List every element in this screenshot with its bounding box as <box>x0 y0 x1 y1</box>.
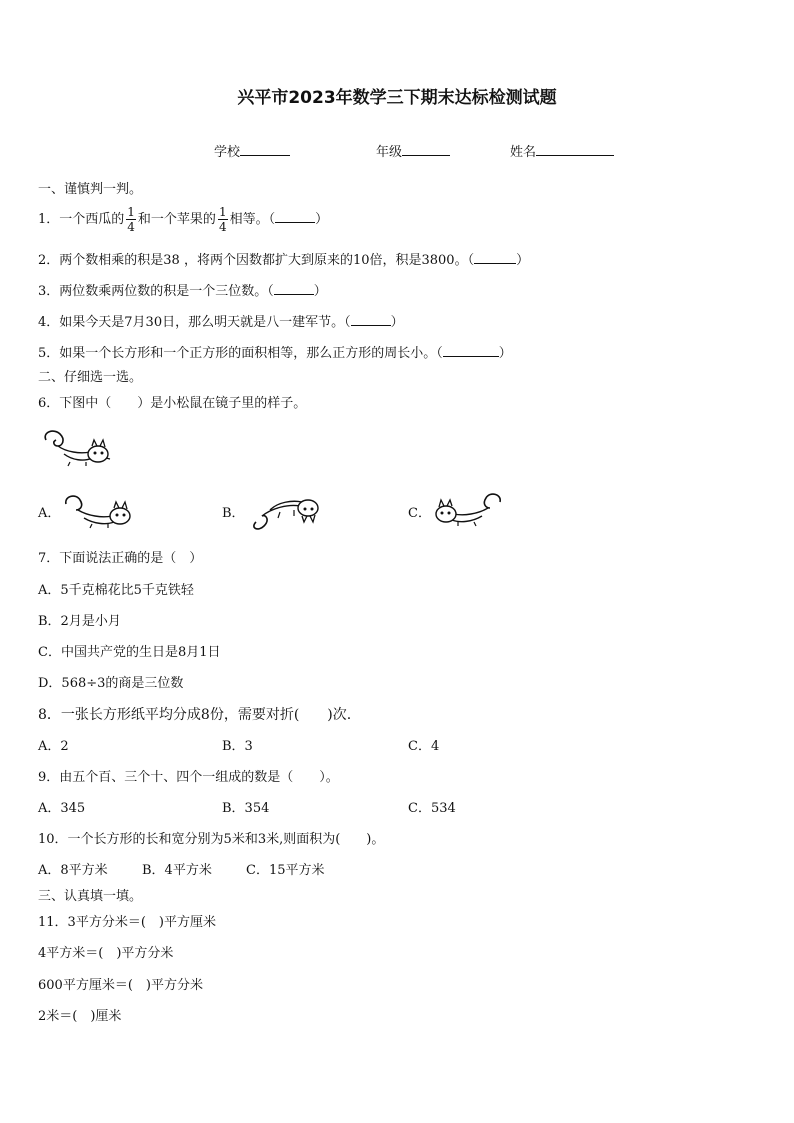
q7-option-c[interactable]: C．中国共产党的生日是8月1日 <box>38 645 221 660</box>
section-heading-1: 一、谨慎判一判。 <box>38 182 143 197</box>
q9-option-b[interactable]: B．354 <box>222 801 270 816</box>
q5-text: 5．如果一个长方形和一个正方形的面积相等，那么正方形的周长小。（ <box>38 346 443 361</box>
school-blank[interactable] <box>240 142 290 156</box>
question-5 <box>38 343 512 362</box>
question-2 <box>38 250 529 269</box>
q8-option-b[interactable]: B．3 <box>222 739 253 754</box>
name-label: 姓名 <box>510 145 537 160</box>
answer-blank-5[interactable] <box>443 343 499 357</box>
question-11-line-3: 600平方厘米＝( )平方分米 <box>38 978 203 993</box>
grade-label: 年级 <box>376 145 403 160</box>
answer-blank-1[interactable] <box>275 209 315 223</box>
grade-field <box>376 142 450 161</box>
name-field <box>510 142 614 161</box>
q7-option-b[interactable]: B．2月是小月 <box>38 614 121 629</box>
fraction-2-den: 4 <box>218 220 227 234</box>
fraction-1-den: 4 <box>127 220 135 234</box>
q3-text: 3．两位数乘两位数的积是一个三位数。（ <box>38 284 274 299</box>
fraction-1-num: 1 <box>127 205 135 219</box>
q9-option-c[interactable]: C．534 <box>408 801 456 816</box>
question-1 <box>38 204 328 236</box>
fraction-2 <box>218 205 228 234</box>
section-heading-2: 二、仔细选一选。 <box>38 370 143 385</box>
school-label: 学校 <box>214 145 241 160</box>
question-10: 10．一个长方形的长和宽分别为5米和3米,则面积为( )。 <box>38 832 385 847</box>
q7-option-a[interactable]: A．5千克棉花比5千克铁轻 <box>38 583 194 598</box>
squirrel-option-b-image[interactable] <box>248 494 324 530</box>
q5-close: ） <box>498 346 512 361</box>
school-field <box>214 142 290 161</box>
answer-blank-2[interactable] <box>474 250 516 264</box>
q1-close: ） <box>315 212 329 227</box>
q8-option-c[interactable]: C．4 <box>408 739 440 754</box>
page-title: 兴平市2023年数学三下期末达标检测试题 <box>237 88 557 108</box>
q1-mid: 和一个苹果的 <box>137 212 216 227</box>
q4-text: 4．如果今天是7月30日，那么明天就是八一建军节。（ <box>38 315 351 330</box>
question-3 <box>38 281 327 300</box>
q6-option-b-label[interactable]: B． <box>222 506 245 521</box>
q3-close: ） <box>313 284 327 299</box>
q2-text: 2．两个数相乘的积是38 ，将两个因数都扩大到原来的10倍，积是3800。（ <box>38 253 475 268</box>
q1-pre: 1．一个西瓜的 <box>38 212 125 227</box>
squirrel-option-a-image[interactable] <box>62 494 134 530</box>
q10-option-c[interactable]: C．15平方米 <box>246 863 325 878</box>
question-7: 7．下面说法正确的是（ ） <box>38 551 203 566</box>
question-9: 9．由五个百、三个十、四个一组成的数是（ ）。 <box>38 770 339 785</box>
q8-option-a[interactable]: A．2 <box>38 739 69 754</box>
q10-option-a[interactable]: A．8平方米 <box>38 863 108 878</box>
question-6: 6．下图中（ ）是小松鼠在镜子里的样子。 <box>38 396 307 411</box>
answer-blank-4[interactable] <box>351 312 391 326</box>
q4-close: ） <box>390 315 404 330</box>
q6-option-a-label[interactable]: A． <box>38 506 61 521</box>
q9-option-a[interactable]: A．345 <box>38 801 86 816</box>
question-11-line-4: 2米＝( )厘米 <box>38 1009 122 1024</box>
name-blank[interactable] <box>536 142 614 156</box>
q10-option-b[interactable]: B．4平方米 <box>142 863 212 878</box>
question-4 <box>38 312 404 331</box>
q1-post: 相等。（ <box>229 212 276 227</box>
squirrel-original-image <box>40 428 112 468</box>
q6-option-c-label[interactable]: C． <box>408 506 431 521</box>
fraction-1 <box>126 205 136 234</box>
question-8: 8．一张长方形纸平均分成8份，需要对折( )次. <box>38 707 352 723</box>
grade-blank[interactable] <box>402 142 450 156</box>
section-heading-3: 三、认真填一填。 <box>38 889 143 904</box>
answer-blank-3[interactable] <box>274 281 314 295</box>
squirrel-option-c-image[interactable] <box>432 492 506 528</box>
q7-option-d[interactable]: D．568÷3的商是三位数 <box>38 676 184 691</box>
question-11-line-1: 11．3平方分米＝( )平方厘米 <box>38 915 216 930</box>
fraction-2-num: 1 <box>218 205 227 219</box>
q2-close: ） <box>516 253 530 268</box>
question-11-line-2: 4平方米＝( )平方分米 <box>38 946 174 961</box>
